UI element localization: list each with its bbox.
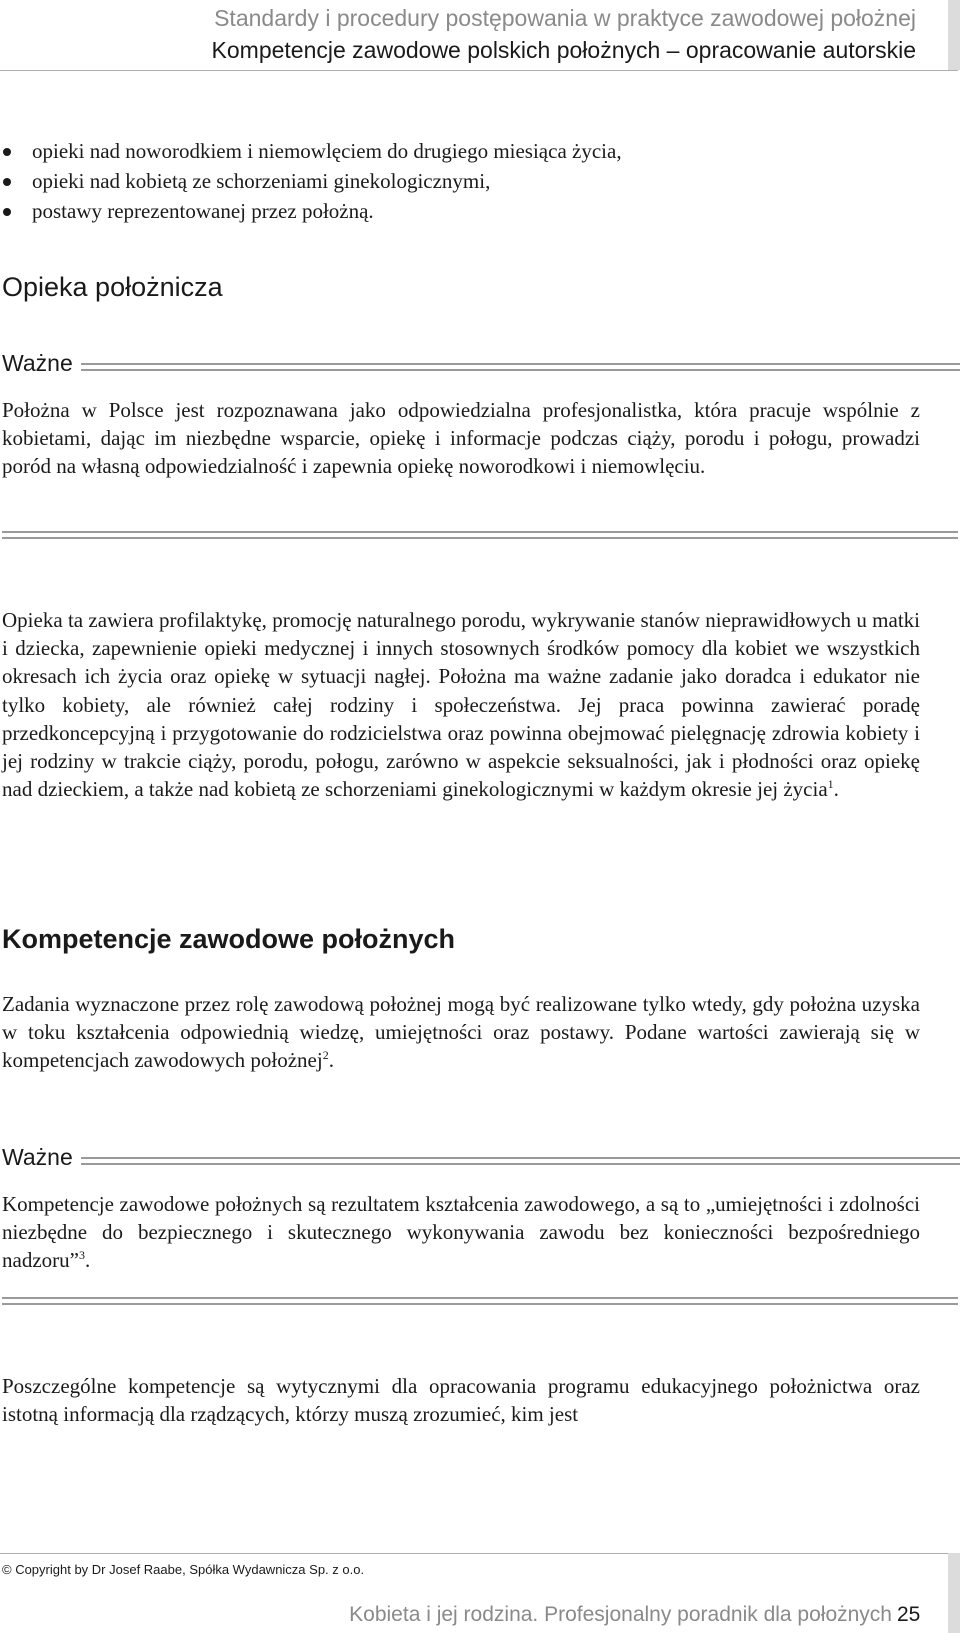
section-heading-kompetencje: Kompetencje zawodowe położnych [2,924,456,954]
running-header [96,2,916,66]
copyright-notice: © Copyright by Dr Josef Raabe, Spółka Wydawnicza Sp. z o.o. [2,1562,365,1577]
important-box-header [2,348,960,378]
body-paragraph [2,606,920,803]
paragraph-text: Opieka ta zawiera profilaktykę, promocję naturalnego porodu, wykrywanie stanów nieprawidłowych u matki i dziecka, zapewnienie opieki medycznej i innych stosownych środków pomocy dla kobiet we wszystkich okresach ich życia oraz opiekę w sytuacji nagłej. Położna ma ważne zadanie jako doradca i edukator nie tylko kobiety, ale również całej rodziny i społeczeństwa. Jej praca powinna zawierać poradę przedkoncepcyjną i przygotowanie do rodzicielstwa oraz powinna obejmować pielęgnację zdrowia kobiety i jej rodziny w trakcie ciąży, porodu, połogu, zarówno w aspekcie seksualności, jak i płodności oraz opiekę nad dzieckiem, a także nad kobietą ze schorzeniami ginekologicznymi w każdym okresie jej życia [2,608,920,802]
box-text-end: . [84,1248,91,1273]
paragraph-text: Zadania wyznaczone przez rolę zawodową położnej mogą być realizowane tylko wtedy, gdy położna uzyska w toku kształcenia odpowiednią wiedzę, umiejętności oraz postawy. Podane wartości zawierają się w kompetencjach zawodowych położnej [2,992,920,1073]
header-divider [0,70,958,71]
body-paragraph [2,990,920,1075]
important-box-header [2,1142,960,1172]
box-text: Kompetencje zawodowe położnych są rezultatem kształcenia zawodowego, a są to „umiejętności i zdolności niezbędne do bezpiecznego i skutecznego wykonywania zawodu bez konieczności bezpośredniego nadzoru” [2,1192,920,1273]
section-heading-opieka: Opieka położnicza [2,272,223,302]
list-item: opieki nad kobietą ze schorzeniami ginekologicznymi, [0,166,940,196]
header-chapter-title: Kompetencje zawodowe polskich położnych – opracowanie autorskie [211,37,916,63]
important-box-footer [2,1297,958,1305]
important-label: Ważne [2,349,73,376]
paragraph-end: . [328,1048,334,1073]
header-edge-tab [948,0,960,70]
footnote-ref: 3 [78,1248,85,1263]
footer-book-title: Kobieta i jej rodzina. Profesjonalny poradnik dla położnych [349,1603,892,1626]
footnote-ref: 1 [827,777,834,792]
important-box-text [2,1190,920,1275]
page-number: 25 [897,1603,921,1626]
important-box-text: Położna w Polsce jest rozpoznawana jako odpowiedzialna profesjonalistka, która pracuje wspólnie z kobietami, dając im niezbędne wsparcie, opiekę i informacje podczas ciąży, porodu i połogu, prowadzi poród na własną odpowiedzialność i zapewnia opiekę noworodkowi i niemowlęciu. [2,398,920,479]
footer-edge-tab [948,1553,960,1633]
body-paragraph: Poszczególne kompetencje są wytycznymi dla opracowania programu edukacyjnego położnictwa oraz istotną informacją dla rządzących, którzy muszą zrozumieć, kim jest [2,1374,920,1427]
list-item: postawy reprezentowanej przez położną. [0,196,940,226]
footer-divider [0,1553,948,1554]
important-box-footer [2,531,958,539]
header-book-section: Standardy i procedury postępowania w praktyce zawodowej położnej [214,5,916,31]
important-label: Ważne [2,1143,73,1170]
paragraph-end: . [833,777,839,802]
box-double-rule [81,363,960,371]
footnote-ref: 2 [322,1048,329,1063]
list-item: opieki nad noworodkiem i niemowlęciem do drugiego miesiąca życia, [0,136,940,166]
box-double-rule [81,1157,960,1165]
bullet-list [0,136,940,226]
